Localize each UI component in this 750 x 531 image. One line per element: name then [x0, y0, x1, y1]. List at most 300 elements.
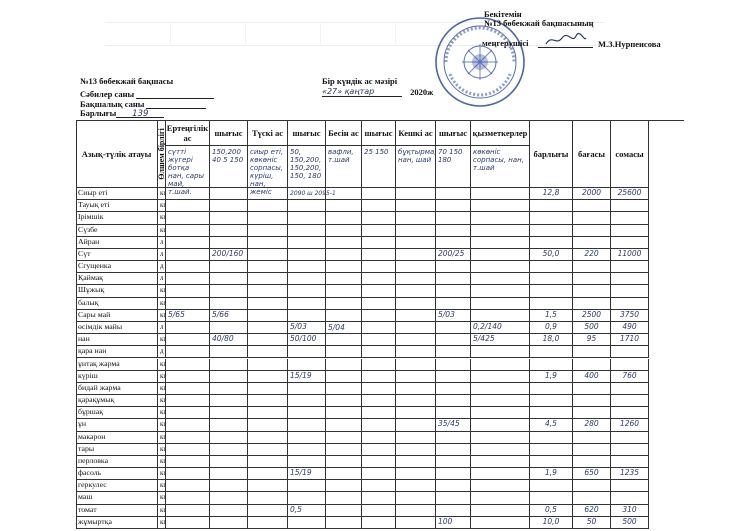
approval-line-3: меңгерушісі — [482, 38, 529, 48]
row-lunch-cell — [248, 505, 288, 517]
row-breakfast-cell — [166, 419, 210, 431]
row-price-cell — [573, 395, 611, 407]
row-product-name: Қаймақ — [76, 273, 158, 285]
row-price-cell — [573, 261, 611, 273]
row-unit: л — [158, 249, 166, 261]
row-total-cell — [530, 444, 573, 456]
row-total-cell — [530, 359, 573, 371]
row-sum-cell — [611, 395, 649, 407]
row-out2-cell — [288, 492, 326, 504]
row-out3-cell — [362, 419, 396, 431]
row-staff-cell — [471, 237, 530, 249]
row-out1-cell: 200/160 — [210, 249, 248, 261]
row-staff-cell — [471, 480, 530, 492]
row-price-cell — [573, 298, 611, 310]
row-staff-cell — [471, 261, 530, 273]
row-price-cell: 2500 — [573, 310, 611, 322]
row-unit: кг — [158, 371, 166, 383]
row-out1-cell: 40/80 — [210, 334, 248, 346]
row-out1-cell: 5/66 — [210, 310, 248, 322]
row-staff-cell — [471, 383, 530, 395]
row-breakfast-cell: 5/65 — [166, 310, 210, 322]
row-sum-cell — [611, 298, 649, 310]
row-out4-cell — [436, 346, 471, 358]
row-unit: кг — [158, 383, 166, 395]
row-price-cell — [573, 359, 611, 371]
row-lunch-cell — [248, 432, 288, 444]
row-product-name: жұмыртқа — [76, 517, 158, 529]
row-out4-cell — [436, 285, 471, 297]
row-unit: кг — [158, 285, 166, 297]
row-dinner-cell — [396, 285, 436, 297]
row-breakfast-cell — [166, 273, 210, 285]
row-total-cell — [530, 432, 573, 444]
row-total-cell: 1,9 — [530, 468, 573, 480]
row-price-cell: 650 — [573, 468, 611, 480]
row-out4-cell — [436, 371, 471, 383]
row-breakfast-cell — [166, 249, 210, 261]
row-out3-cell — [362, 505, 396, 517]
col-header-out2: шығыс — [288, 120, 326, 146]
row-staff-cell — [471, 188, 530, 200]
children-label: Сәбилер саны — [80, 89, 135, 99]
row-dinner-cell — [396, 407, 436, 419]
row-breakfast-cell — [166, 505, 210, 517]
row-out1-cell — [210, 261, 248, 273]
row-dinner-cell — [396, 517, 436, 529]
row-staff-cell — [471, 444, 530, 456]
row-unit: кг — [158, 480, 166, 492]
row-snack-cell — [326, 444, 362, 456]
row-price-cell: 2000 — [573, 188, 611, 200]
row-out2-cell — [288, 310, 326, 322]
row-out3-cell — [362, 359, 396, 371]
row-staff-cell — [471, 249, 530, 261]
row-out2-cell: 50/100 — [288, 334, 326, 346]
row-out4-cell — [436, 407, 471, 419]
row-sum-cell — [611, 456, 649, 468]
row-sum-cell: 25600 — [611, 188, 649, 200]
menu-table — [76, 120, 684, 529]
row-out1-cell — [210, 237, 248, 249]
row-out2-cell — [288, 249, 326, 261]
row-snack-cell — [326, 468, 362, 480]
row-breakfast-cell — [166, 346, 210, 358]
row-unit: л — [158, 237, 166, 249]
row-out1-cell — [210, 200, 248, 212]
row-breakfast-cell — [166, 395, 210, 407]
row-staff-cell — [471, 468, 530, 480]
row-out1-cell — [210, 505, 248, 517]
row-product-name: Сүт — [76, 249, 158, 261]
row-snack-cell — [326, 371, 362, 383]
row-out2-cell — [288, 225, 326, 237]
row-product-name: маш — [76, 492, 158, 504]
row-unit: кг — [158, 298, 166, 310]
row-price-cell — [573, 285, 611, 297]
row-total-cell: 18,0 — [530, 334, 573, 346]
row-sum-cell — [611, 407, 649, 419]
row-product-name: Сгущенка — [76, 261, 158, 273]
row-out2-cell: 0,5 — [288, 505, 326, 517]
row-out4-cell — [436, 432, 471, 444]
col-header-out4: шығыс — [436, 120, 471, 146]
row-total-cell — [530, 383, 573, 395]
row-total-cell: 1,9 — [530, 371, 573, 383]
row-product-name: макарон — [76, 432, 158, 444]
row-snack-cell — [326, 346, 362, 358]
row-product-name: күріш — [76, 371, 158, 383]
row-breakfast-cell — [166, 456, 210, 468]
row-lunch-cell — [248, 359, 288, 371]
row-dinner-cell — [396, 322, 436, 334]
row-out1-cell — [210, 432, 248, 444]
row-sum-cell — [611, 432, 649, 444]
row-breakfast-cell — [166, 212, 210, 224]
row-out4-cell — [436, 273, 471, 285]
row-lunch-cell — [248, 456, 288, 468]
row-out3-cell — [362, 456, 396, 468]
row-out1-cell — [210, 419, 248, 431]
row-out1-cell — [210, 444, 248, 456]
row-out3-cell — [362, 310, 396, 322]
row-out4-cell: 100 — [436, 517, 471, 529]
row-out3-cell — [362, 225, 396, 237]
row-total-cell — [530, 261, 573, 273]
date-value: «27» қаңтар — [322, 87, 375, 96]
row-sum-cell — [611, 237, 649, 249]
row-out1-cell — [210, 322, 248, 334]
row-dinner-cell — [396, 261, 436, 273]
col-header-staff: қызметкерлер — [471, 120, 530, 146]
row-out3-cell — [362, 273, 396, 285]
row-total-cell — [530, 346, 573, 358]
row-staff-cell — [471, 273, 530, 285]
row-lunch-cell — [248, 468, 288, 480]
row-staff-cell — [471, 492, 530, 504]
row-dinner-cell — [396, 200, 436, 212]
row-out4-cell — [436, 444, 471, 456]
row-snack-cell — [326, 225, 362, 237]
row-lunch-cell — [248, 371, 288, 383]
row-price-cell — [573, 237, 611, 249]
row-out2-cell — [288, 212, 326, 224]
row-out2-cell — [288, 407, 326, 419]
row-out2-cell — [288, 298, 326, 310]
row-out1-cell — [210, 383, 248, 395]
row-staff-cell — [471, 505, 530, 517]
row-breakfast-cell — [166, 261, 210, 273]
row-out3-cell — [362, 480, 396, 492]
total-line — [116, 108, 164, 118]
row-dinner-cell — [396, 237, 436, 249]
row-dinner-cell — [396, 432, 436, 444]
row-dinner-cell — [396, 334, 436, 346]
row-sum-cell — [611, 359, 649, 371]
row-breakfast-cell — [166, 285, 210, 297]
row-out3-cell — [362, 249, 396, 261]
row-product-name: өсімдік майы — [76, 322, 158, 334]
row-price-cell — [573, 456, 611, 468]
row-lunch-cell — [248, 249, 288, 261]
row-dinner-cell — [396, 468, 436, 480]
row-lunch-cell — [248, 517, 288, 529]
row-lunch-cell — [248, 346, 288, 358]
row-dinner-cell — [396, 505, 436, 517]
row-staff-cell — [471, 517, 530, 529]
row-out1-cell — [210, 517, 248, 529]
row-out4-cell — [436, 261, 471, 273]
row-breakfast-cell — [166, 444, 210, 456]
row-dinner-cell — [396, 444, 436, 456]
row-price-cell: 280 — [573, 419, 611, 431]
row-total-cell: 10,0 — [530, 517, 573, 529]
row-out1-cell — [210, 492, 248, 504]
row-product-name: бидай жарма — [76, 383, 158, 395]
row-breakfast-cell — [166, 407, 210, 419]
row-product-name: қарақұмық — [76, 395, 158, 407]
row-price-cell — [573, 383, 611, 395]
row-snack-cell — [326, 505, 362, 517]
row-total-cell — [530, 212, 573, 224]
row-staff-cell — [471, 419, 530, 431]
row-out4-cell — [436, 359, 471, 371]
children-row — [80, 89, 214, 99]
reverse-side-bleed-line — [395, 22, 396, 44]
col-header-unit — [158, 120, 166, 188]
row-staff-cell — [471, 310, 530, 322]
row-dinner-cell — [396, 456, 436, 468]
menu-title: Бір күндік ас мәзірі — [322, 76, 398, 86]
row-out3-cell — [362, 237, 396, 249]
row-price-cell — [573, 273, 611, 285]
row-out2-cell: 15/19 — [288, 371, 326, 383]
row-price-cell — [573, 200, 611, 212]
row-out4-cell — [436, 480, 471, 492]
row-out3-cell — [362, 407, 396, 419]
row-out3-cell — [362, 492, 396, 504]
row-price-cell: 50 — [573, 517, 611, 529]
row-total-cell: 50,0 — [530, 249, 573, 261]
total-value: 139 — [132, 109, 149, 119]
row-lunch-cell — [248, 480, 288, 492]
row-lunch-cell — [248, 285, 288, 297]
row-out1-cell — [210, 359, 248, 371]
row-unit: кг — [158, 334, 166, 346]
row-sum-cell — [611, 261, 649, 273]
row-lunch-cell — [248, 492, 288, 504]
row-out4-cell: 200/25 — [436, 249, 471, 261]
date-row — [322, 86, 433, 97]
row-sum-cell — [611, 492, 649, 504]
row-out3-cell — [362, 334, 396, 346]
row-unit: кг — [158, 407, 166, 419]
row-sum-cell — [611, 346, 649, 358]
row-price-cell: 400 — [573, 371, 611, 383]
row-snack-cell — [326, 359, 362, 371]
row-total-cell — [530, 395, 573, 407]
row-out2-cell — [288, 346, 326, 358]
row-lunch-extra: 5/04 — [328, 322, 345, 332]
row-total-cell — [530, 273, 573, 285]
row-total-cell: 12,8 — [530, 188, 573, 200]
col-header-sum: сомасы — [611, 120, 649, 188]
row-out3-cell — [362, 395, 396, 407]
row-snack-cell — [326, 273, 362, 285]
row-staff-cell — [471, 225, 530, 237]
row-sum-cell — [611, 225, 649, 237]
col-header-breakfast: Ертеңгілік ас — [166, 120, 210, 146]
row-out3-cell — [362, 346, 396, 358]
row-total-cell — [530, 407, 573, 419]
date-line — [322, 86, 402, 97]
row-sum-cell: 760 — [611, 371, 649, 383]
row-dinner-cell — [396, 359, 436, 371]
row-lunch-cell — [248, 261, 288, 273]
row-staff-cell: 0,2/140 — [471, 322, 530, 334]
row-product-name: Сиыр еті — [76, 188, 158, 200]
row-sum-cell — [611, 273, 649, 285]
row-lunch-cell — [248, 225, 288, 237]
row-price-cell: 95 — [573, 334, 611, 346]
row-out2-cell — [288, 456, 326, 468]
row-out3-cell — [362, 432, 396, 444]
row-out2-cell — [288, 395, 326, 407]
approval-line-1: Бекітемін — [484, 9, 522, 19]
row-snack-cell — [326, 285, 362, 297]
row-lunch-cell — [248, 212, 288, 224]
row-price-cell — [573, 432, 611, 444]
row-out1-cell — [210, 285, 248, 297]
menu-note-snack_out: 25 150 — [362, 146, 396, 188]
col-header-snack: Бесін ас — [326, 120, 362, 146]
row-product-name: қара нан — [76, 346, 158, 358]
row-out3-cell — [362, 200, 396, 212]
row-product-name: Ірімшік — [76, 212, 158, 224]
row-breakfast-cell — [166, 492, 210, 504]
row-lunch-cell — [248, 444, 288, 456]
col-header-price: бағасы — [573, 120, 611, 188]
reverse-side-bleed-line — [320, 22, 321, 44]
row-snack-cell — [326, 212, 362, 224]
row-out1-cell — [210, 468, 248, 480]
row-unit: кг — [158, 444, 166, 456]
row-snack-cell — [326, 480, 362, 492]
row-staff-cell: 5/425 — [471, 334, 530, 346]
row-product-name: тары — [76, 444, 158, 456]
row-product-name: геркулес — [76, 480, 158, 492]
row-sum-cell: 310 — [611, 505, 649, 517]
row-out1-cell — [210, 456, 248, 468]
children-count-line — [136, 89, 214, 99]
row-sum-cell — [611, 285, 649, 297]
row-dinner-cell — [396, 480, 436, 492]
row-snack-cell — [326, 237, 362, 249]
row-breakfast-cell — [166, 225, 210, 237]
row-out3-cell — [362, 517, 396, 529]
row-dinner-cell — [396, 371, 436, 383]
row-unit: кг — [158, 432, 166, 444]
row-out1-cell — [210, 480, 248, 492]
row-total-cell — [530, 456, 573, 468]
reverse-side-bleed-line — [170, 22, 171, 44]
menu-note-lunch_out: 50, 150,200, 150,200, 150, 180 — [288, 146, 326, 188]
row-dinner-cell — [396, 346, 436, 358]
row-out1-cell — [210, 346, 248, 358]
row-out3-cell — [362, 285, 396, 297]
row-out3-cell — [362, 468, 396, 480]
menu-note-extra-out: 2090 ш 2095-1 — [290, 190, 336, 197]
menu-note-staff: көкөніс сорпасы, нан, т.шай — [471, 146, 530, 188]
row-out1-cell — [210, 188, 248, 200]
row-sum-cell: 1235 — [611, 468, 649, 480]
row-out2-cell: 5/03 — [288, 322, 326, 334]
row-out4-cell — [436, 298, 471, 310]
director-name: М.З.Нурпеисова — [598, 39, 661, 49]
row-unit: кг — [158, 517, 166, 529]
row-price-cell — [573, 444, 611, 456]
row-staff-cell — [471, 407, 530, 419]
row-out2-cell — [288, 200, 326, 212]
row-out1-cell — [210, 212, 248, 224]
row-out3-cell — [362, 261, 396, 273]
row-sum-cell: 1710 — [611, 334, 649, 346]
row-breakfast-cell — [166, 468, 210, 480]
row-snack-cell — [326, 432, 362, 444]
row-dinner-cell — [396, 383, 436, 395]
row-snack-cell — [326, 395, 362, 407]
org-name: №13 бөбекжай бақшасы — [80, 76, 174, 86]
row-breakfast-cell — [166, 237, 210, 249]
menu-note-dinner: бұқтырма, нан, шай — [396, 146, 436, 188]
row-out2-cell — [288, 261, 326, 273]
row-sum-cell — [611, 212, 649, 224]
row-out3-cell — [362, 444, 396, 456]
row-product-name: Тауық еті — [76, 200, 158, 212]
row-unit: кг — [158, 310, 166, 322]
row-unit: кг — [158, 492, 166, 504]
row-price-cell — [573, 346, 611, 358]
row-sum-cell: 490 — [611, 322, 649, 334]
row-product-name: Сары май — [76, 310, 158, 322]
row-breakfast-cell — [166, 517, 210, 529]
row-total-cell — [530, 225, 573, 237]
row-unit: кг — [158, 188, 166, 200]
row-unit: кг — [158, 456, 166, 468]
menu-note-snack: вафли, т.шай — [326, 146, 362, 188]
col-header-unit-text: Өлшем бірлігі — [156, 127, 166, 180]
row-out2-cell — [288, 480, 326, 492]
row-lunch-cell — [248, 200, 288, 212]
row-staff-cell — [471, 346, 530, 358]
row-snack-cell — [326, 456, 362, 468]
row-breakfast-cell — [166, 480, 210, 492]
row-staff-cell — [471, 285, 530, 297]
row-price-cell: 620 — [573, 505, 611, 517]
row-breakfast-cell — [166, 188, 210, 200]
row-out4-cell — [436, 383, 471, 395]
row-staff-cell — [471, 456, 530, 468]
row-lunch-cell — [248, 237, 288, 249]
menu-note-lunch: сиыр еті, көкөніс сорпасы, күріш, нан, жеміс — [248, 146, 288, 188]
row-out2-cell — [288, 359, 326, 371]
row-out2-cell — [288, 383, 326, 395]
row-lunch-cell — [248, 334, 288, 346]
row-breakfast-cell — [166, 322, 210, 334]
row-staff-cell — [471, 359, 530, 371]
row-unit: кг — [158, 468, 166, 480]
row-product-name: томат — [76, 505, 158, 517]
